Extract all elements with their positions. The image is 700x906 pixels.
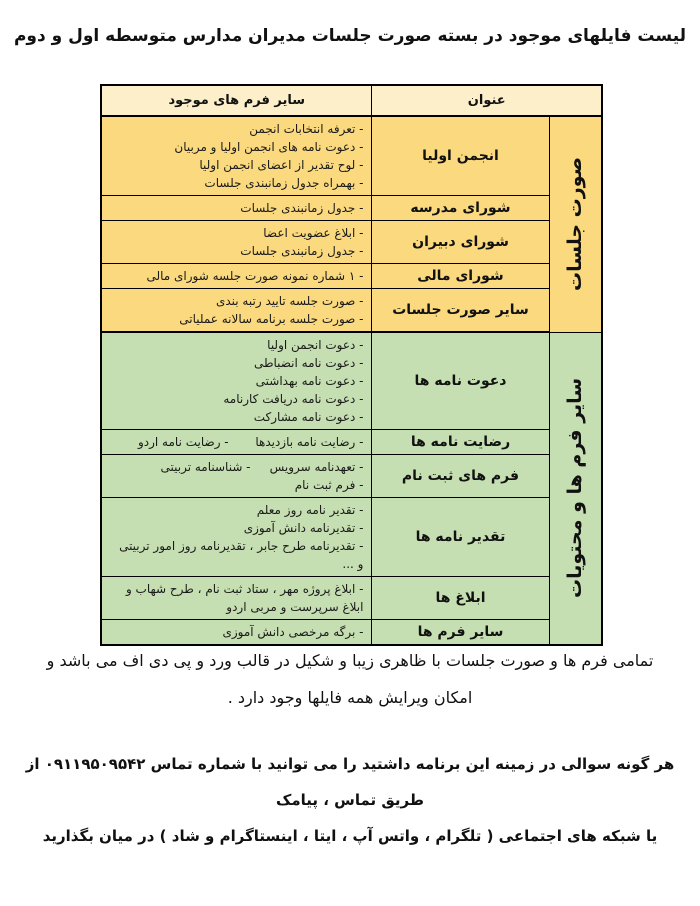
item-line: - تعرفه انتخابات انجمن [249,122,364,136]
item-line: - لوح تقدیر از اعضای انجمن اولیا [199,158,364,172]
header-title-col: عنوان [372,85,602,116]
note-editable-line1: تمامی فرم ها و صورت جلسات با ظاهری زیبا و شکیل در قالب ورد و پی دی اف می باشد و [46,651,654,670]
row-title: سایر فرم ها [372,620,549,646]
row-title: دعوت نامه ها [372,332,549,430]
row-items [101,196,372,221]
row-title: شورای مدرسه [372,196,549,221]
item-line: - دعوت نامه بهداشتی [255,374,364,388]
row-items [101,577,372,620]
table-row [101,498,602,577]
row-items [101,264,372,289]
row-items [101,116,372,196]
item-line: - صورت جلسه برنامه سالانه عملیاتی [179,312,364,326]
item-line: - دعوت نامه دریافت کارنامه [223,392,364,406]
table-row [101,264,602,289]
row-items [101,455,372,498]
item-line: - رضایت نامه بازدیدها - رضایت نامه اردو [137,435,364,449]
table-row [101,196,602,221]
item-line: - دعوت نامه انضباطی [253,356,364,370]
row-items [101,430,372,455]
page-title: لیست فایلهای موجود در بسته صورت جلسات مدیران مدارس متوسطه اول و دوم [13,26,687,46]
item-line: - دعوت نامه های انجمن اولیا و مربیان [174,140,364,154]
item-line: - صورت جلسه تایید رتبه بندی [215,294,364,308]
row-title: انجمن اولیا [372,116,549,196]
table-row [101,289,602,333]
table-row [101,577,602,620]
row-title: ابلاغ ها [372,577,549,620]
note-editable [20,642,680,716]
item-line: - بهمراه جدول زمانبندی جلسات [204,176,364,190]
section-label: سایر فرم ها و محتویات [564,378,587,599]
row-title: سایر صورت جلسات [372,289,549,333]
section-sidebar-cell [549,332,602,645]
table-row [101,221,602,264]
row-items [101,221,372,264]
item-line: - جدول زمانبندی جلسات [240,244,364,258]
section-sidebar-cell [549,116,602,332]
row-title: تقدیر نامه ها [372,498,549,577]
row-title: شورای مالی [372,264,549,289]
item-line: - جدول زمانبندی جلسات [240,201,364,215]
files-table [100,84,603,646]
files-table-body [101,116,602,645]
item-line: - ۱ شماره نمونه صورت جلسه شورای مالی [146,269,364,283]
item-line: - برگه مرخصی دانش آموزی [222,625,364,639]
table-row [101,430,602,455]
files-table-container [100,84,603,646]
note-editable-line2: امکان ویرایش همه فایلها وجود دارد . [227,688,473,707]
item-line: - فرم ثبت نام [294,478,364,492]
item-line: - تقدیرنامه طرح جابر ، تقدیرنامه روز امور تربیتی و ... [115,539,364,571]
table-header-row [101,85,602,116]
item-line: - ابلاغ عضویت اعضا [263,226,364,240]
note-contact-line1: هر گونه سوالی در زمینه این برنامه داشتید را می توانید با شماره تماس ۰۹۱۱۹۵۰۹۵۴۲ از طریق تماس ، پیامک [25,755,675,809]
note-contact-line2: یا شبکه های اجتماعی ( تلگرام ، واتس آپ ، ایتا ، اینستاگرام و شاد ) در میان بگذارید [42,827,658,845]
table-row [101,332,602,430]
row-title: فرم های ثبت نام [372,455,549,498]
table-row [101,455,602,498]
item-line: - تقدیرنامه دانش آموزی [243,521,364,535]
item-line: - تعهدنامه سرویس - شناسنامه تربیتی [160,460,364,474]
item-line: - دعوت نامه مشارکت [253,410,364,424]
row-items [101,498,372,577]
row-items [101,332,372,430]
item-line: - دعوت انجمن اولیا [267,338,364,352]
row-title: شورای دبیران [372,221,549,264]
header-items-col: سایر فرم های موجود [101,85,372,116]
section-label: صورت جلسات [564,157,587,292]
item-line: - ابلاغ پروژه مهر ، ستاد ثبت نام ، طرح شهاب و ابلاغ سرپرست و مربی اردو [122,582,364,614]
row-items [101,289,372,333]
item-line: - تقدیر نامه روز معلم [256,503,364,517]
note-contact [8,746,692,854]
table-row [101,116,602,196]
row-title: رضایت نامه ها [372,430,549,455]
